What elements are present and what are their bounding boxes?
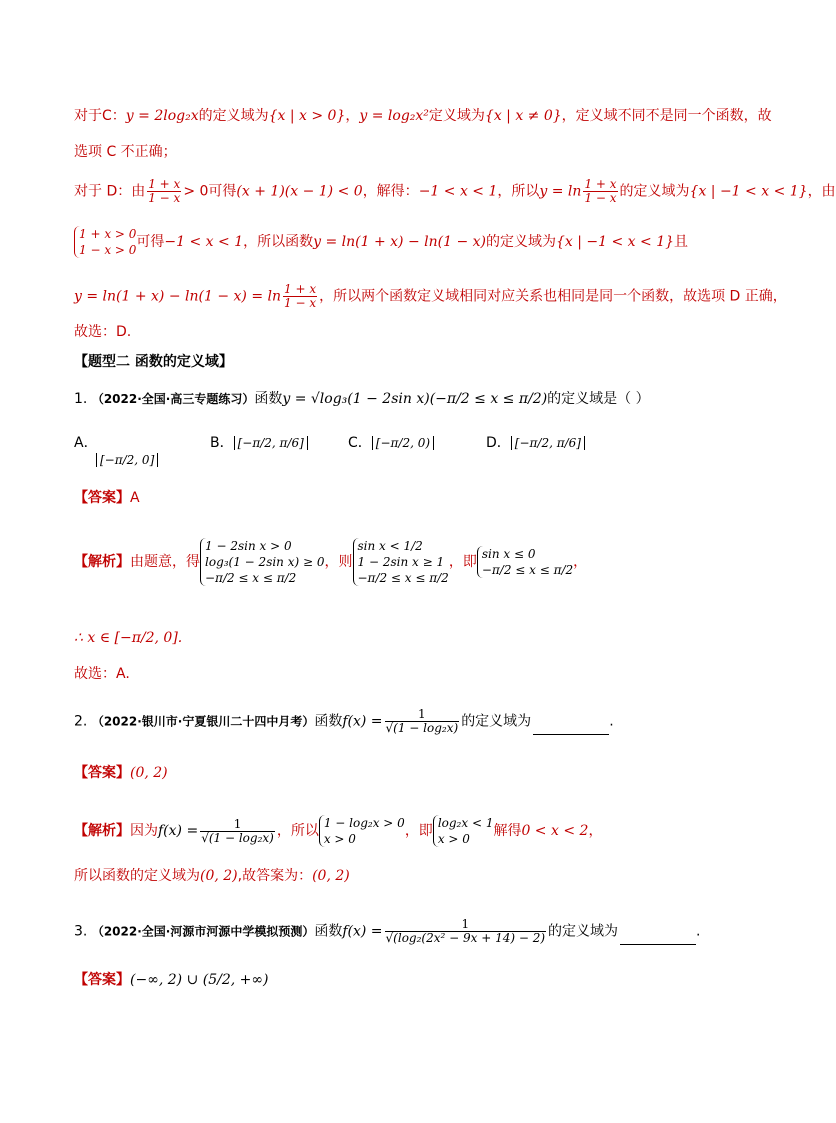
equation-system — [477, 546, 573, 578]
text: ， — [345, 108, 360, 124]
math: −1 < x < 1 — [164, 234, 244, 250]
numerator: 1 + x — [584, 177, 617, 191]
system-row: 1 + x > 0 — [79, 227, 137, 241]
text: 函数 — [314, 713, 343, 730]
text: ， — [573, 554, 588, 570]
option-label: C． — [348, 435, 372, 451]
text: 定义域为 — [428, 108, 485, 124]
answer-blank[interactable] — [620, 930, 696, 945]
text: ，则 — [324, 554, 353, 570]
q1-stem — [74, 389, 650, 409]
denominator: 1 − x — [284, 296, 317, 310]
system-row: 1 − x > 0 — [79, 243, 137, 257]
text: ，所以 — [497, 183, 540, 200]
text: 由题意，得 — [130, 554, 200, 570]
text: ,故答案为： — [237, 868, 313, 884]
math: ∴ x ∈ [−π/2, 0]. — [74, 630, 183, 646]
answer-tag: 【答案】 — [74, 972, 130, 988]
system-row: sin x ≤ 0 — [481, 547, 536, 561]
math: y = ln(1 + x) − ln(1 − x) = ln — [74, 288, 281, 305]
q1-option-b[interactable] — [210, 432, 308, 452]
q2-final — [74, 866, 350, 886]
answer-value: (−∞, 2) ∪ (5/2, +∞) — [130, 972, 269, 988]
math: y = 2log₂x — [125, 108, 199, 124]
denominator: √(1 − log₂x) — [385, 721, 459, 735]
text: 的定义域为 — [548, 923, 619, 940]
text: 的定义域为 — [461, 713, 532, 730]
denominator: 1 − x — [148, 191, 181, 205]
text: 的定义域是（ ） — [547, 391, 650, 407]
analysis-tag: 【解析】 — [74, 554, 130, 570]
para-c-line1 — [74, 106, 772, 126]
option-value: [−π/2, π/6] — [234, 436, 308, 450]
q1-analysis — [74, 538, 587, 586]
option-value: [−π/2, 0] — [96, 453, 158, 467]
question-source: （2022·全国·高三专题练习） — [91, 392, 255, 406]
text: 的定义域为 — [198, 108, 269, 124]
para-d-line1 — [74, 178, 836, 205]
answer-value: (0, 2) — [130, 765, 168, 781]
system-row: −π/2 ≤ x ≤ π/2 — [357, 571, 449, 585]
text: 可得 — [136, 234, 165, 250]
system-row: 1 − 2sin x ≥ 1 — [357, 555, 445, 569]
text: ，解得： — [362, 183, 419, 200]
math: y = √log₃(1 − 2sin x) — [282, 391, 430, 407]
text: ，即 — [404, 823, 433, 839]
q1-option-d[interactable] — [486, 432, 585, 452]
fraction — [385, 918, 547, 945]
answer-blank[interactable] — [533, 720, 609, 735]
equation-system — [200, 538, 325, 586]
math: y = ln — [539, 183, 582, 200]
math: (x + 1)(x − 1) < 0 — [236, 183, 363, 200]
question-number: 3. — [74, 923, 88, 940]
section-title-text: 【题型二 函数的定义域】 — [74, 354, 233, 370]
equation-system — [353, 538, 449, 586]
option-value: [−π/2, 0) — [372, 436, 434, 450]
para-d-line2 — [74, 226, 688, 258]
text: . — [609, 713, 614, 730]
math: (0, 2) — [200, 868, 238, 884]
equation-system — [433, 815, 494, 847]
math: 0 < x < 2 — [521, 823, 589, 839]
equation-system — [74, 226, 136, 258]
text: 的定义域为 — [619, 183, 690, 200]
answer-value: A — [130, 490, 140, 506]
denominator: √(log₂(2x² − 9x + 14) − 2) — [385, 931, 546, 945]
option-label: B． — [210, 435, 234, 451]
numerator: 1 — [200, 818, 275, 832]
question-number: 2. — [74, 713, 88, 730]
system-row: −π/2 ≤ x ≤ π/2 — [481, 563, 574, 577]
system-row: x > 0 — [323, 832, 356, 846]
system-row: x > 0 — [437, 832, 470, 846]
text: 解得 — [493, 823, 522, 839]
q3-stem — [74, 918, 700, 945]
text: . — [696, 923, 701, 940]
text: 函数 — [314, 923, 343, 940]
text: 故选：D. — [74, 324, 132, 340]
text: 对于 D：由 — [74, 183, 146, 200]
para-d-line3 — [74, 283, 787, 310]
text: ，所以两个函数定义域相同对应关系也相同是同一个函数，故选项 D 正确， — [319, 288, 787, 305]
q2-stem — [74, 708, 614, 735]
fraction — [583, 178, 617, 205]
analysis-tag: 【解析】 — [74, 823, 130, 839]
text: ，即 — [448, 554, 477, 570]
para-c-prefix: 对于C： — [74, 108, 126, 124]
text: ，所以函数 — [243, 234, 314, 250]
numerator: 1 — [385, 918, 547, 932]
math: {x | x ≠ 0} — [484, 108, 562, 124]
q1-select — [74, 664, 130, 684]
system-row: log₂x < 1 — [437, 816, 494, 830]
math: y = ln(1 + x) − ln(1 − x) — [313, 234, 486, 250]
option-label: D． — [486, 435, 511, 451]
q1-option-a[interactable] — [74, 432, 98, 452]
para-d-conclusion — [74, 322, 131, 342]
math: f(x) = — [342, 923, 383, 940]
math: {x | x > 0} — [268, 108, 346, 124]
system-row: 1 − log₂x > 0 — [323, 816, 405, 830]
text: 的定义域为 — [485, 234, 556, 250]
fraction — [283, 283, 317, 310]
text: 函数 — [254, 391, 283, 407]
q1-option-c[interactable] — [348, 432, 434, 452]
q1-answer — [74, 488, 140, 508]
math: {x | −1 < x < 1} — [555, 234, 675, 250]
question-number: 1. — [74, 391, 88, 407]
text: 且 — [674, 234, 689, 250]
option-value: [−π/2, π/6] — [511, 436, 585, 450]
text: ，定义域不同不是同一个函数，故 — [561, 108, 772, 124]
math: {x | −1 < x < 1} — [689, 183, 808, 200]
system-row: log₃(1 − 2sin x) ≥ 0 — [205, 555, 325, 569]
answer-tag: 【答案】 — [74, 765, 130, 781]
denominator: 1 − x — [584, 191, 617, 205]
para-c-line2 — [74, 142, 177, 162]
text: 所以函数的定义域为 — [74, 868, 200, 884]
text: ， — [588, 823, 603, 839]
q1-therefore — [74, 628, 182, 648]
q2-answer — [74, 763, 168, 783]
math: f(x) = — [158, 823, 199, 839]
text: 选项 C 不正确； — [74, 144, 177, 160]
text: ，由 — [807, 183, 836, 200]
fraction — [147, 178, 181, 205]
math: (−π/2 ≤ x ≤ π/2) — [429, 391, 548, 407]
text: 故选：A. — [74, 666, 130, 682]
math: (0, 2) — [312, 868, 350, 884]
math: −1 < x < 1 — [418, 183, 498, 200]
text: 因为 — [130, 823, 158, 839]
denominator: √(1 − log₂x) — [201, 830, 274, 845]
text: > 0可得 — [183, 183, 237, 200]
fraction — [200, 818, 275, 845]
system-row: −π/2 ≤ x ≤ π/2 — [205, 571, 297, 585]
numerator: 1 + x — [284, 282, 317, 296]
system-row: sin x < 1/2 — [357, 539, 423, 553]
math: y = log₂x² — [359, 108, 429, 124]
question-source: （2022·全国·河源市河源中学模拟预测） — [91, 924, 315, 939]
text: ，所以 — [276, 823, 319, 839]
math: f(x) = — [342, 713, 383, 730]
numerator: 1 — [385, 708, 460, 722]
question-source: （2022·银川市·宁夏银川二十四中月考） — [91, 714, 315, 729]
answer-tag: 【答案】 — [74, 490, 130, 506]
q2-analysis — [74, 815, 602, 847]
section-title — [74, 352, 233, 372]
numerator: 1 + x — [148, 177, 181, 191]
equation-system — [319, 815, 405, 847]
system-row: 1 − 2sin x > 0 — [205, 539, 292, 553]
fraction — [385, 708, 460, 735]
option-label: A． — [74, 435, 98, 451]
q1-option-a-value — [96, 452, 158, 468]
q3-answer — [74, 970, 269, 990]
